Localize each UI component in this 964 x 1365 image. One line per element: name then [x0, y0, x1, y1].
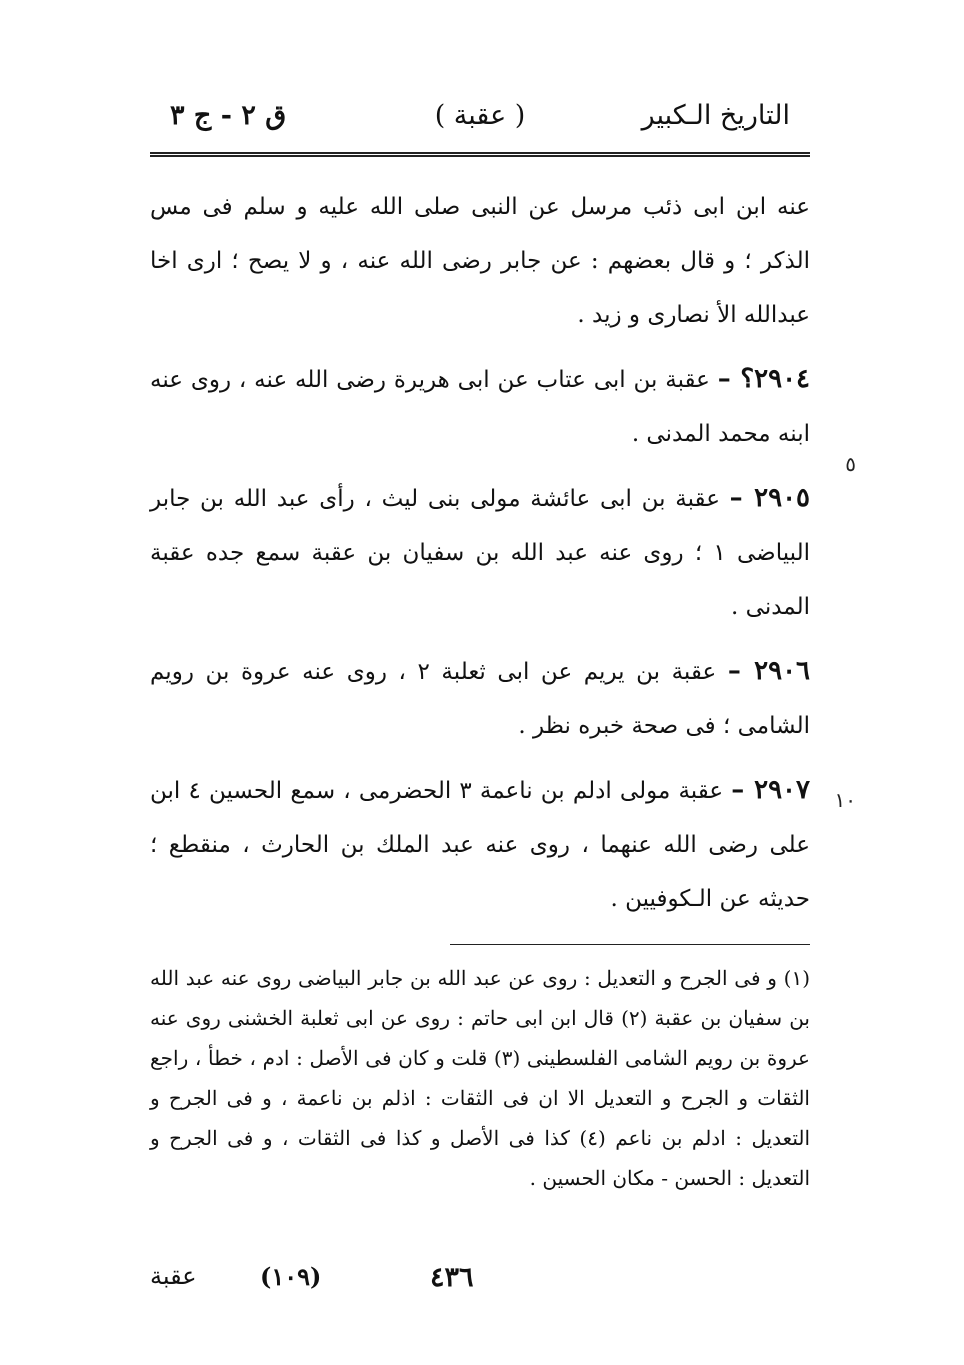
- footnotes: (١) و فى الجرح و التعديل : روى عن عبد الله بن جابر البياضى روى عنه عبد الله بن سفيان بن عقبة (٢) قال ابن ابى حاتم : روى عن ابى ثعلبة الخشنى روى عنه عروة بن رويم الشامى الفلسطينى (٣) قلت و كان فى الأصل : ادم ، خطأ ، راجع الثقات و الجرح و التعديل الا ان فى الثقات : اذلم بن ناعمة ، و فى الجرح و التعديل : ادلم بن ناعم (٤) كذا فى الأصل و كذا فى الثقات ، و فى الجرح و التعديل : الحسن - مكان الحسين .: [150, 966, 810, 1190]
- page-footer: [150, 1262, 810, 1302]
- entry-2905: [150, 471, 810, 634]
- header-double-rule: [150, 152, 810, 157]
- entry-2906: [150, 644, 810, 753]
- section-heading: ( عقبة ): [434, 100, 526, 131]
- entry-text: عقبة بن ابى عتاب عن ابى هريرة رضى الله عنه ، روى عنه ابنه محمد المدنى .: [150, 367, 810, 447]
- running-header: [170, 100, 790, 144]
- entry-2907: [150, 763, 810, 926]
- entry-text: عقبة بن يريم عن ابى ثعلبة ٢ ، روى عنه عروة بن رويم الشامى ؛ فى صحة خبره نظر .: [150, 659, 810, 739]
- main-text: [150, 180, 810, 936]
- running-title: التاريخ الـكبير: [641, 100, 790, 131]
- footnote-separator: [450, 944, 810, 945]
- section-number: (١٠٩): [260, 1262, 322, 1291]
- entry-2904: [150, 352, 810, 461]
- volume-reference: ق ٢ - ج ٣: [170, 100, 287, 131]
- line-marker-ten: ١٠: [834, 788, 856, 812]
- entry-number: ٢٩٠٥ –: [729, 483, 810, 513]
- entry-text: عقبة بن ابى عائشة مولى بنى ليث ، رأى عبد الله بن جابر البياضى ١ ؛ روى عنه عبد الله بن سفيان بن عقبة سمع جده عقبة المدنى .: [150, 486, 810, 620]
- page-number: ٤٣٦: [430, 1262, 474, 1293]
- entry-text: عقبة مولى ادلم بن ناعمة ٣ الحضرمى ، سمع الحسين ٤ ابن على رضى الله عنهما ، روى عنه عبد الملك بن الحارث ، منقطع ؛ حديثه عن الـكوفيين .: [150, 778, 810, 912]
- entry-number: ٢٩٠٤؟ –: [717, 364, 810, 394]
- line-marker-five: ٥: [845, 452, 856, 476]
- entry-number: ٢٩٠٧ –: [731, 775, 810, 805]
- catchword: عقبة: [150, 1262, 197, 1290]
- entry-number: ٢٩٠٦ –: [727, 656, 810, 686]
- continuation-paragraph: عنه ابن ابى ذئب مرسل عن النبى صلى الله عليه و سلم فى مس الذكر ؛ و قال بعضهم : عن جابر رضى الله عنه ، و لا يصح ؛ ارى اخا عبدالله الأ نصارى و زيد .: [150, 194, 810, 328]
